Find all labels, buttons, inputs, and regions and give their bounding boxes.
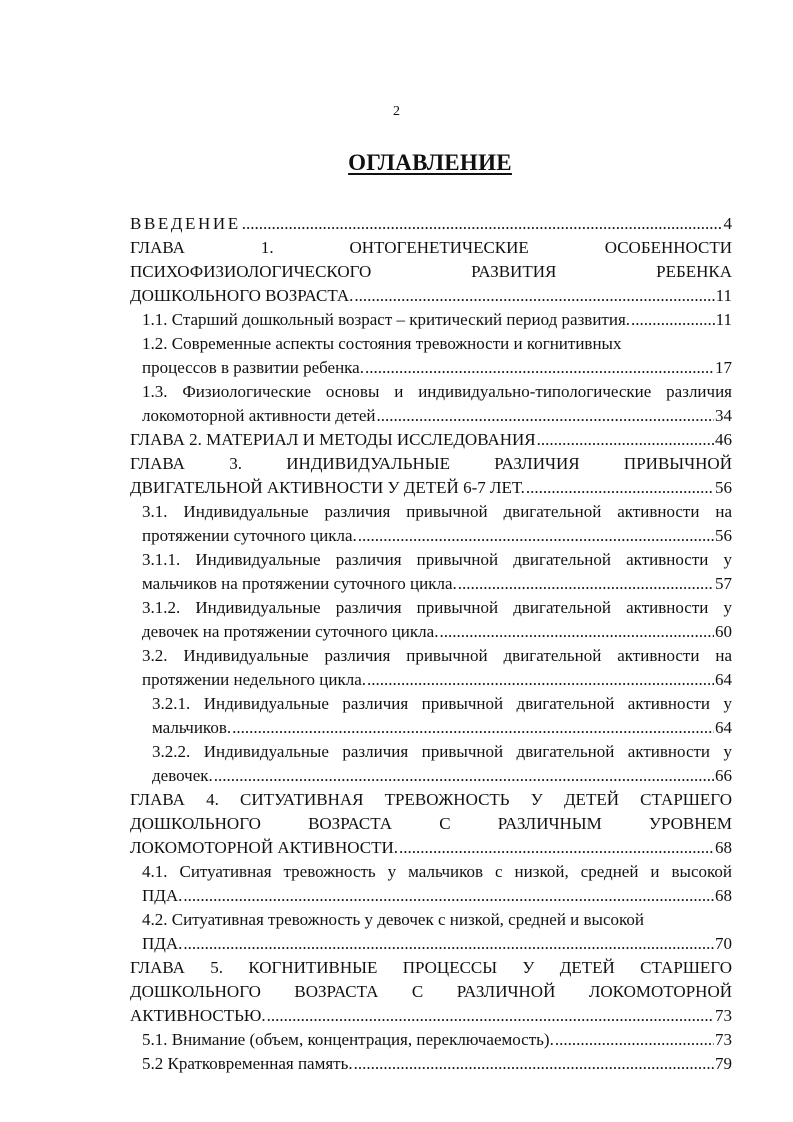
toc-entry-title: ЛОКОМОТОРНОЙ АКТИВНОСТИ. [130, 838, 398, 857]
dot-leader [376, 404, 714, 428]
toc-entry-page: 64 [715, 670, 732, 689]
dot-leader [399, 836, 714, 860]
toc-entry-title: протяжении суточного цикла. [142, 526, 357, 545]
dot-leader [537, 428, 714, 452]
toc-entry-page: 79 [715, 1054, 732, 1073]
toc-entry-s1-1[interactable] [142, 308, 732, 332]
toc-entry-title: 5.2 Кратковременная память. [142, 1054, 353, 1073]
toc-entry-line: 3.2. Индивидуальные различия привычной двигательной активности на [142, 646, 732, 665]
toc-entry-ch4[interactable] [130, 788, 732, 860]
toc-entry-last-line [152, 716, 732, 740]
toc-entry-s3-2[interactable] [142, 644, 732, 692]
toc-entry-s1-2[interactable] [142, 332, 732, 380]
toc-entry-last-line [152, 764, 732, 788]
toc-entry-ch2[interactable] [130, 428, 732, 452]
toc-entry-line: ГЛАВА 1. ОНТОГЕНЕТИЧЕСКИЕ ОСОБЕННОСТИ [130, 238, 732, 257]
dot-leader [232, 716, 714, 740]
toc-entry-title: ВВЕДЕНИЕ [130, 214, 241, 233]
toc-entry-title: локомоторной активности детей [142, 406, 376, 425]
toc-entry-last-line [130, 476, 732, 500]
dot-leader [365, 356, 714, 380]
toc-entry-page: 11 [715, 310, 732, 329]
toc-entry-title: процессов в развитии ребенка. [142, 358, 364, 377]
toc-entry-line: 3.1. Индивидуальные различия привычной двигательной активности на [142, 502, 732, 521]
toc-entry-title: протяжении недельного цикла. [142, 670, 366, 689]
dot-leader [526, 476, 714, 500]
toc-entry-s3-2-2[interactable] [152, 740, 732, 788]
toc-entry-title: девочек. [152, 766, 213, 785]
toc-entry-last-line [142, 1052, 732, 1076]
dot-leader [354, 1052, 714, 1076]
dot-leader [183, 932, 714, 956]
toc-entry-last-line [142, 524, 732, 548]
toc-entry-title: ГЛАВА 2. МАТЕРИАЛ И МЕТОДЫ ИССЛЕДОВАНИЯ [130, 430, 536, 449]
dot-leader [458, 572, 714, 596]
toc-entry-line: ДОШКОЛЬНОГО ВОЗРАСТА С РАЗЛИЧНОЙ ЛОКОМОТОРНОЙ [130, 982, 732, 1001]
toc-entry-page: 17 [715, 358, 732, 377]
toc-entry-page: 70 [715, 934, 732, 953]
toc-entry-last-line [142, 932, 732, 956]
toc-entry-title: ДВИГАТЕЛЬНОЙ АКТИВНОСТИ У ДЕТЕЙ 6-7 ЛЕТ. [130, 478, 525, 497]
toc-entry-page: 34 [715, 406, 732, 425]
toc-entry-s3-1-1[interactable] [142, 548, 732, 596]
toc-entry-last-line [142, 572, 732, 596]
toc-entry-page: 66 [715, 766, 732, 785]
toc-entry-title: мальчиков. [152, 718, 232, 737]
toc-entry-s4-2[interactable] [142, 908, 732, 956]
toc-entry-line: 3.1.2. Индивидуальные различия привычной двигательной активности у [142, 598, 732, 617]
toc-entry-page: 60 [715, 622, 732, 641]
dot-leader [367, 668, 714, 692]
toc-entry-line: 4.2. Ситуативная тревожность у девочек с низкой, средней и высокой [142, 910, 645, 929]
dot-leader [183, 884, 714, 908]
toc-entry-last-line [130, 836, 732, 860]
toc-entry-page: 68 [715, 838, 732, 857]
dot-leader [354, 284, 714, 308]
toc-entry-line: 3.2.1. Индивидуальные различия привычной двигательной активности у [152, 694, 732, 713]
table-of-contents [130, 212, 732, 1076]
page-number: 2 [393, 104, 400, 119]
toc-entry-ch1[interactable] [130, 236, 732, 308]
toc-entry-s4-1[interactable] [142, 860, 732, 908]
toc-entry-last-line [142, 1028, 732, 1052]
toc-entry-title: ДОШКОЛЬНОГО ВОЗРАСТА. [130, 286, 354, 305]
dot-leader [555, 1028, 714, 1052]
toc-entry-intro[interactable] [130, 212, 732, 236]
toc-entry-s3-1-2[interactable] [142, 596, 732, 644]
toc-entry-line: ГЛАВА 3. ИНДИВИДУАЛЬНЫЕ РАЗЛИЧИЯ ПРИВЫЧНОЙ [130, 454, 732, 473]
toc-entry-title: девочек на протяжении суточного цикла. [142, 622, 439, 641]
toc-entry-title: АКТИВНОСТЬЮ. [130, 1006, 266, 1025]
toc-entry-last-line [130, 284, 732, 308]
dot-leader [242, 212, 723, 236]
toc-entry-line: 3.1.1. Индивидуальные различия привычной двигательной активности у [142, 550, 732, 569]
toc-entry-last-line [142, 884, 732, 908]
toc-entry-s3-2-1[interactable] [152, 692, 732, 740]
toc-entry-last-line [142, 356, 732, 380]
toc-entry-page: 56 [715, 478, 732, 497]
toc-entry-line: 1.3. Физиологические основы и индивидуально-типологические различия [142, 382, 732, 401]
toc-entry-line: ГЛАВА 5. КОГНИТИВНЫЕ ПРОЦЕССЫ У ДЕТЕЙ СТАРШЕГО [130, 958, 732, 977]
toc-entry-page: 68 [715, 886, 732, 905]
toc-entry-line: ПСИХОФИЗИОЛОГИЧЕСКОГО РАЗВИТИЯ РЕБЕНКА [130, 262, 732, 281]
toc-entry-line: ДОШКОЛЬНОГО ВОЗРАСТА С РАЗЛИЧНЫМ УРОВНЕМ [130, 814, 732, 833]
dot-leader [267, 1004, 714, 1028]
toc-entry-title: 5.1. Внимание (объем, концентрация, переключаемость). [142, 1030, 554, 1049]
toc-entry-line: 3.2.2. Индивидуальные различия привычной двигательной активности у [152, 742, 732, 761]
toc-entry-title: ПДА. [142, 934, 183, 953]
toc-entry-ch3[interactable] [130, 452, 732, 500]
dot-leader [631, 308, 715, 332]
page-title: ОГЛАВЛЕНИЕ [348, 150, 512, 175]
dot-leader [358, 524, 714, 548]
toc-entry-title: 1.1. Старший дошкольный возраст – критический период развития. [142, 310, 631, 329]
toc-entry-page: 73 [715, 1030, 732, 1049]
toc-entry-title: ПДА. [142, 886, 183, 905]
toc-entry-last-line [142, 620, 732, 644]
toc-entry-last-line [130, 1004, 732, 1028]
toc-entry-last-line [142, 308, 732, 332]
toc-entry-page: 73 [715, 1006, 732, 1025]
toc-entry-ch5[interactable] [130, 956, 732, 1028]
toc-entry-last-line [142, 404, 732, 428]
dot-leader [439, 620, 714, 644]
toc-entry-title: мальчиков на протяжении суточного цикла. [142, 574, 457, 593]
dot-leader [214, 764, 714, 788]
toc-entry-line: 4.1. Ситуативная тревожность у мальчиков с низкой, средней и высокой [142, 862, 732, 881]
toc-entry-page: 56 [715, 526, 732, 545]
toc-entry-last-line [142, 668, 732, 692]
toc-entry-page: 64 [715, 718, 732, 737]
toc-entry-last-line [130, 428, 732, 452]
toc-entry-s1-3[interactable] [142, 380, 732, 428]
toc-entry-last-line [130, 212, 732, 236]
toc-entry-line: ГЛАВА 4. СИТУАТИВНАЯ ТРЕВОЖНОСТЬ У ДЕТЕЙ СТАРШЕГО [130, 790, 732, 809]
toc-entry-s5-1[interactable] [142, 1028, 732, 1052]
toc-entry-page: 46 [715, 430, 732, 449]
toc-entry-page: 4 [723, 214, 732, 233]
toc-entry-s5-2[interactable] [142, 1052, 732, 1076]
toc-entry-s3-1[interactable] [142, 500, 732, 548]
toc-entry-page: 57 [715, 574, 732, 593]
toc-entry-line: 1.2. Современные аспекты состояния тревожности и когнитивных [142, 334, 622, 353]
toc-entry-page: 11 [715, 286, 732, 305]
